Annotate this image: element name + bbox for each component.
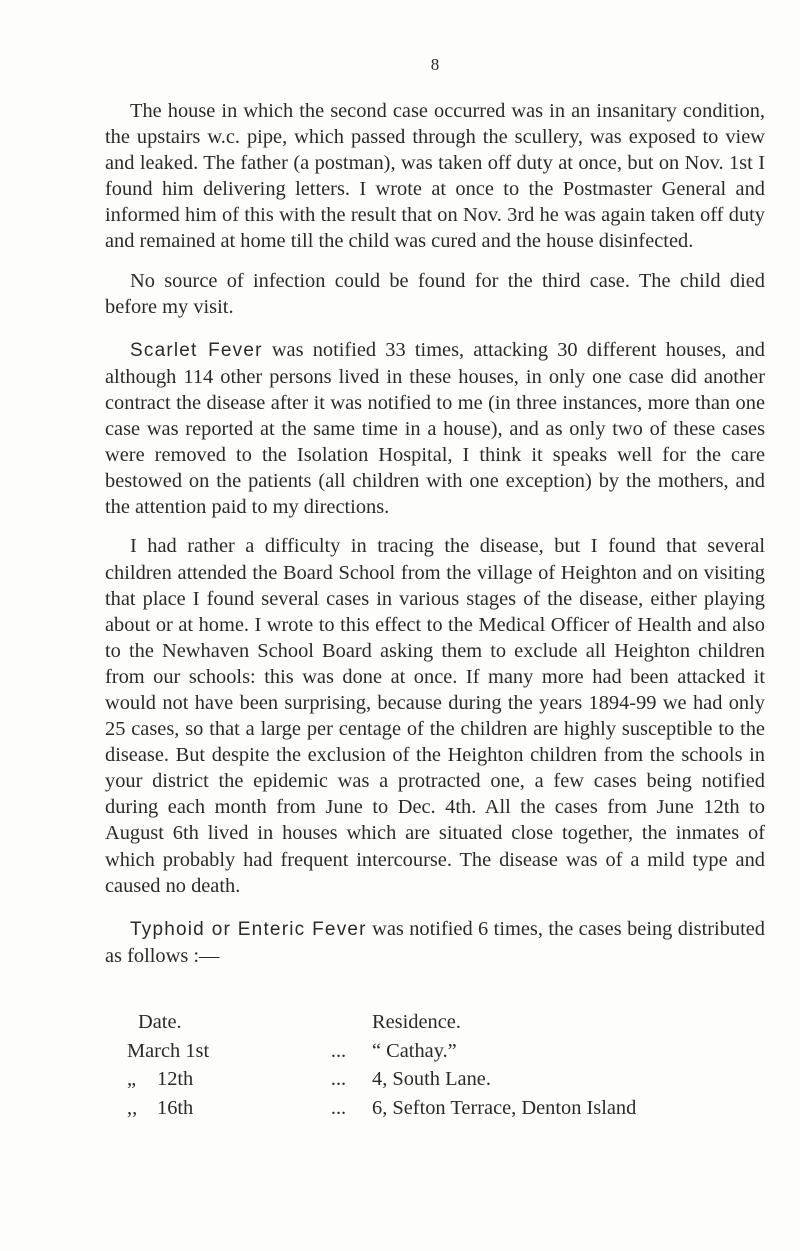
ditto-mark: „ [127, 1068, 137, 1090]
cell-dots: ... [330, 1039, 347, 1062]
paragraph-third-case [105, 268, 765, 320]
paragraph-typhoid [105, 916, 765, 969]
header-date: Date. [138, 1011, 182, 1033]
cell-date [105, 1065, 305, 1094]
section-heading-typhoid: Typhoid or Enteric Fever [130, 918, 367, 940]
cell-date-text: 16th [157, 1096, 194, 1119]
paragraph-text: No source of infection could be found for the third case. The child died before my visit. [105, 269, 765, 318]
cell-dots: ... [330, 1068, 347, 1090]
cell-date-text: March 1st [127, 1039, 210, 1062]
cell-date [105, 1094, 305, 1123]
table-row [105, 1094, 765, 1123]
cell-residence: 6, Sefton Terrace, Denton Island [372, 1096, 637, 1119]
paragraph-text: was notified 33 times, attacking 30 different houses, and although 114 other persons lived in these houses, in only one case did another contract the disease after it was notified to me (in three instances, more than one case was reported at the same time in a house), and as only two of these cases were removed to the Isolation Hospital, I think it speaks well for the care bestowed on the patients (all children with one exception) by the mothers, and the attention paid to my directions. [105, 338, 765, 519]
cases-table [105, 1008, 765, 1122]
table-row [105, 1037, 765, 1066]
cell-date-text: 12th [157, 1068, 194, 1090]
table-header-row [105, 1008, 765, 1037]
section-heading-scarlet-fever: Scarlet Fever [130, 339, 263, 361]
paragraph-text: I had rather a difficulty in tracing the disease, but I found that several children attended the Board School from the village of Heighton and on visiting that place I found several cases in various stages of the disease, either playing about or at home. I wrote to this effect to the Medical Officer of Health and also to the Newhaven School Board asking them to exclude all Heighton children from our schools: this was done at once. If many more had been attacked it would not have been surprising, because during the years 1894-99 we had only 25 cases, so that a large per centage of the children are highly susceptible to the disease. But despite the exclusion of the Heighton children from the schools in your district the epidemic was a protracted one, a few cases being notified during each month from June to Dec. 4th. All the cases from June 12th to August 6th lived in houses which are situated close together, the inmates of which probably had frequent intercourse. The disease was of a mild type and caused no death. [105, 535, 765, 897]
ditto-mark: ,, [127, 1096, 138, 1119]
paragraph-text: was notified 6 times, the cases being distributed as follows :— [105, 917, 765, 967]
cell-residence: 4, South Lane. [372, 1068, 491, 1090]
paragraph-scarlet-fever [105, 337, 765, 521]
cell-residence: “ Cathay.” [372, 1039, 457, 1062]
cell-dots: ... [330, 1096, 347, 1119]
cell-date [105, 1037, 305, 1066]
body-text [105, 98, 765, 969]
paragraph-text: The house in which the second case occurred was in an insanitary condition, the upstairs w.c. pipe, which passed through the scullery, was exposed to view and leaked. The father (a postman), was taken off duty at once, but on Nov. 1st I found him delivering letters. I wrote at once to the Postmaster General and informed him of this with the result that on Nov. 3rd he was again taken off duty and remained at home till the child was cured and the house disinfected. [105, 100, 765, 253]
header-residence: Residence. [372, 1011, 461, 1033]
table-row [105, 1065, 765, 1094]
paragraph-second-case [105, 98, 765, 255]
paragraph-heighton [105, 533, 765, 898]
page-number: 8 [430, 55, 440, 74]
